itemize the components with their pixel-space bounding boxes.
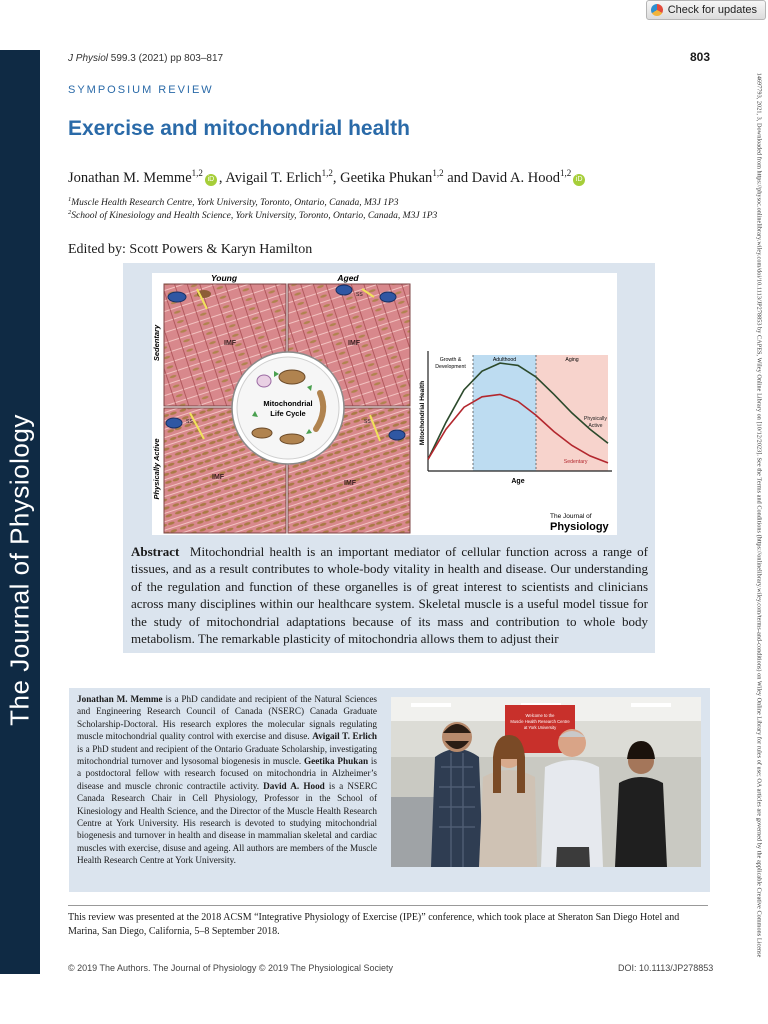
author-name[interactable]: Geetika Phukan xyxy=(340,169,433,186)
adulthood-zone xyxy=(473,355,536,471)
tile-tag: IMF xyxy=(224,340,237,347)
tile-tag: IMF xyxy=(344,480,357,487)
running-header xyxy=(68,53,223,64)
journal-logo xyxy=(550,513,610,533)
svg-text:Muscle Health Research Centre: Muscle Health Research Centre xyxy=(510,719,570,724)
mitophagosome-icon xyxy=(257,375,271,387)
tile-tag: IMF xyxy=(212,474,225,481)
author-group-photo xyxy=(391,697,701,867)
author-affiliation-sup: 1,2 xyxy=(321,168,333,178)
footer-copyright: © 2019 The Authors. The Journal of Physiology © 2019 The Physiological Society xyxy=(68,963,393,973)
mitochondrial-health-graph xyxy=(419,351,612,485)
col-label-aged: Aged xyxy=(337,273,359,283)
author-affiliation-sup: 1,2 xyxy=(191,168,203,178)
section-label: SYMPOSIUM REVIEW xyxy=(68,84,214,96)
author-list: Jonathan M. Memme$^{1,2}$iD , Avigail T. Erlich$^{1,2}$, Geetika Phukan$^{1,2}$ and David A. Hood$^{1,2}$iD xyxy=(68,168,587,187)
ss-tag: SS xyxy=(186,419,193,425)
phase-label: Growth & xyxy=(439,357,462,363)
tile-tag: IMF xyxy=(348,340,361,347)
bio-author-description: is a PhD student and recipient of the Ontario Graduate Scholarship, investigating mitochondrial turnover and lysosomal biogenesis in muscle. xyxy=(77,743,377,767)
page-number: 803 xyxy=(689,50,710,64)
journal-spine-title: The Journal of Physiology xyxy=(4,414,35,726)
row-label-active: Physically Active xyxy=(152,438,161,500)
abstract-figure xyxy=(152,273,617,535)
footnote-rule xyxy=(68,905,708,906)
author-bio-text xyxy=(77,693,377,867)
author-affiliation-sup: 1,2 xyxy=(559,168,572,178)
edited-by: Edited by: Scott Powers & Karyn Hamilton xyxy=(68,242,313,257)
author-name[interactable]: Avigail T. Erlich xyxy=(225,169,322,186)
bio-author-description: is a NSERC Canada Research Chair in Cell Physiology, Professor in the School of Kinesiology and Health Science, and the Director of the Muscle Health Research Centre at York University. His research is devoted to studying mitochondrial biogenesis and turnover in health and disease in mammalian skeletal and cardiac muscles with exercise, disuse and ageing. All authors are members of the Muscle Health Research Centre at York University. xyxy=(77,780,378,866)
ss-tag: SS xyxy=(364,419,371,425)
presentation-note: This review was presented at the 2018 ACSM “Integrative Physiology of Exercise (IPE)” conference, which took place at Sheraton San Diego Hotel and Marina, San Diego, California, 5–8 September 2018. xyxy=(68,912,680,937)
orcid-icon[interactable]: iD xyxy=(205,174,217,186)
mitochondrial-life-cycle-diagram xyxy=(232,352,344,464)
abstract-paragraph xyxy=(131,543,648,647)
author-name[interactable]: David A. Hood xyxy=(471,169,560,186)
author-affiliation-sup: 1,2 xyxy=(432,168,444,178)
bio-author-name: Jonathan M. Memme xyxy=(77,694,163,704)
life-cycle-label-1: Mitochondrial xyxy=(263,399,313,408)
download-info-text: 14697793, 2021, 3, Downloaded from https://physoc.onlinelibrary.wiley.com/doi/10.1113/JP278853 by CAPES, Wiley Online Library on [10/12/2023]. See the Terms and Conditions (https://onlinelibrary.wiley.com/terms-and-conditions) on Wiley Online Library for rules of use; OA articles are governed by the applicable Creative Commons License xyxy=(755,72,763,958)
bio-author-name: David A. Hood xyxy=(263,780,325,791)
bio-author-name: Geetika Phukan xyxy=(304,756,369,767)
check-for-updates-label: Check for updates xyxy=(667,4,757,16)
mitochondrion-icon xyxy=(252,428,272,438)
x-axis-label: Age xyxy=(511,478,525,485)
svg-text:Welcome to the: Welcome to the xyxy=(525,713,555,718)
footer-doi[interactable]: DOI: 10.1113/JP278853 xyxy=(618,963,714,973)
orcid-icon[interactable]: iD xyxy=(573,174,585,186)
series-label-sedentary: Sedentary xyxy=(563,458,588,465)
bio-author-description: is a PhD candidate and recipient of the Natural Sciences and Engineering Research Council of Canada (NSERC) Canada Graduate Scholarship-Doctoral. His research explores the molecular signals regulating muscle mitochondrial quality control with exercise and disuse. xyxy=(77,694,377,742)
mitochondrion-icon xyxy=(279,370,305,384)
article-title: Exercise and mitochondrial health xyxy=(68,117,410,140)
ss-tag: SS xyxy=(356,292,363,298)
row-label-sedentary: Sedentary xyxy=(152,324,161,362)
y-axis-label: Mitochondrial Health xyxy=(419,380,426,446)
bio-author-name: Avigail T. Erlich xyxy=(312,731,378,742)
author-name[interactable]: Jonathan M. Memme xyxy=(68,169,192,186)
life-cycle-label-2: Life Cycle xyxy=(270,409,306,418)
abstract-body: Mitochondrial health is an important mediator of cellular function across a range of tissues, and as a result contributes to whole-body vitality in health and disease. Our understanding of the regulation and function of these organelles is of great interest to scientists and clinicians across many disciplines within our healthcare system. Skeletal muscle is a useful model tissue for the study of mitochondrial adaptations because of its mass and contribution to whole body metabolism. The remarkable plasticity of mitochondria allows them to adjust their xyxy=(131,544,648,647)
abstract-label: Abstract xyxy=(131,544,180,559)
series-label-physically-active: Physically xyxy=(583,415,607,422)
journal-spine xyxy=(0,50,40,974)
affiliation-1: $^1$Muscle Health Research Centre, York University, Toronto, Ontario, Canada, M3J 1P3 xyxy=(68,196,399,209)
bio-author-description: is a postdoctoral fellow with research focused on mitochondria in Alzheimer’s disease and muscle chronic contractile activity. xyxy=(77,756,377,791)
citation: 599.3 (2021) pp 803–817 xyxy=(110,53,224,64)
svg-text:at York University: at York University xyxy=(523,725,557,730)
mitochondrion-icon xyxy=(280,434,304,444)
check-for-updates-button[interactable] xyxy=(646,0,766,20)
journal-abbrev: J Physiol xyxy=(68,53,109,64)
journal-logo-line1: The Journal of xyxy=(550,513,592,520)
series-label-physically-active: Active xyxy=(588,422,603,429)
phase-label: Aging xyxy=(565,357,579,363)
col-label-young: Young xyxy=(210,273,238,283)
crossmark-icon xyxy=(651,4,663,16)
journal-logo-line2: Physiology xyxy=(550,521,609,533)
affiliation-2: $^2$School of Kinesiology and Health Science, York University, Toronto, Ontario, Canada, M3J 1P3 xyxy=(68,209,438,222)
phase-label: Development xyxy=(435,364,466,370)
phase-label: Adulthood xyxy=(492,357,517,363)
download-info-strip xyxy=(752,20,766,1010)
